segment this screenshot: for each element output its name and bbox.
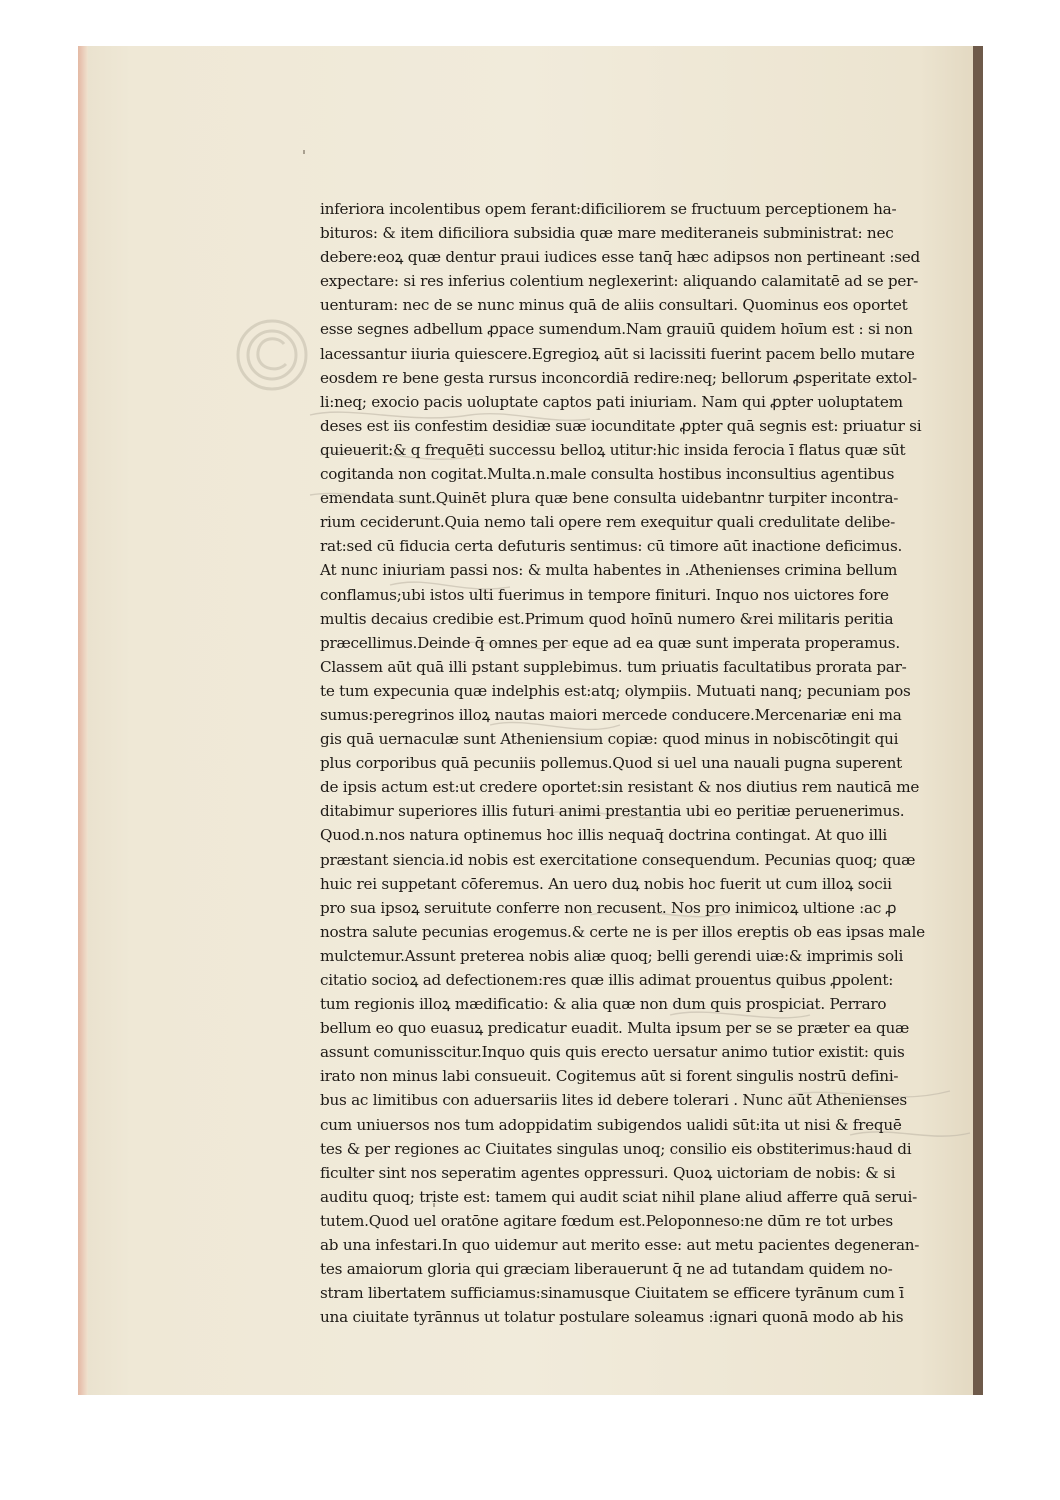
text-line: tes amaiorum gloria qui græciam liberauerunt q̄ ne ad tutandam quidem no- bbox=[320, 1260, 893, 1279]
text-line: rat:sed cū fiducia certa defuturis sentimus: cū timore aūt inactione deficimus. bbox=[320, 537, 903, 556]
text-line: stram libertatem sufficiamus:sinamusque Ciuitatem se efficere tyrānum cum ī bbox=[320, 1284, 904, 1303]
text-line: mulctemur.Assunt preterea nobis aliæ quoq; belli gerendi uiæ:& imprimis soli bbox=[320, 946, 904, 965]
text-line: pro sua ipsoꝝ seruitute conferre non recusent. Nos pro inimicoꝝ ultione :ac ꝓ bbox=[320, 898, 897, 917]
text-line: li:neq; exocio pacis uoluptate captos pati iniuriam. Nam qui ꝓpter uoluptatem bbox=[320, 392, 903, 411]
text-line: multis decaius credibie est.Primum quod hoīnū numero &rei militaris peritia bbox=[320, 609, 894, 628]
text-line: conflamus;ubi istos ulti fuerimus in tempore finituri. Inquo nos uictores fore bbox=[320, 585, 889, 604]
text-line: quieuerit:& q frequēti successu belloꝝ utitur:hic insida ferocia ī flatus quæ sūt bbox=[320, 440, 906, 459]
library-stamp bbox=[226, 300, 318, 410]
text-line: bus ac limitibus con aduersariis lites id debere tolerari . Nunc aūt Athenienses bbox=[320, 1091, 907, 1110]
text-line: cogitanda non cogitat.Multa.n.male consulta hostibus inconsultius agentibus bbox=[320, 465, 895, 484]
text-line: sumus:peregrinos illoꝝ nautas maiori mercede conducere.Mercenariæ eni ma bbox=[320, 705, 902, 724]
text-line: ab una infestari.In quo uidemur aut merito esse: aut metu pacientes degeneran- bbox=[320, 1236, 920, 1255]
text-line: nostra salute pecunias erogemus.& certe ne is per illos ereptis ob eas ipsas male bbox=[320, 922, 925, 941]
paper-speck bbox=[303, 150, 305, 154]
text-line: una ciuitate tyrānnus ut tolatur postulare soleamus :ignari quonā modo ab his bbox=[320, 1308, 904, 1327]
text-line: citatio socioꝝ ad defectionem:res quæ illis adimat prouentus quibus ꝓpolent: bbox=[320, 971, 894, 989]
text-line: gis quā uernaculæ sunt Atheniensium copiæ: quod minus in nobiscōtingit qui bbox=[320, 730, 899, 749]
text-line: tes & per regiones ac Ciuitates singulas unoq; consilio eis obstiterimus:haud di bbox=[320, 1139, 912, 1158]
page-edge bbox=[78, 46, 88, 1395]
text-line: expectare: si res inferius colentium neglexerint: aliquando calamitatē ad se per- bbox=[320, 272, 918, 291]
text-line: te tum expecunia quæ indelphis est:atq; olympiis. Mutuati nanq; pecuniam pos bbox=[320, 681, 911, 700]
text-line: Quod.n.nos natura optinemus hoc illis nequaq̄ doctrina contingat. At quo illi bbox=[320, 826, 888, 845]
text-line: plus corporibus quā pecuniis pollemus.Quod si uel una nauali pugna superent bbox=[320, 754, 902, 773]
text-line: lacessantur iiuria quiescere.Egregioꝝ aūt si lacissiti fuerint pacem bello mutare bbox=[320, 344, 915, 363]
text-line: deses est iis confestim desidiæ suæ iocunditate ꝓpter quā segnis est: priuatur si bbox=[320, 416, 922, 435]
text-line: assunt comunisscitur.Inquo quis quis erecto uersatur animo tutior existit: quis bbox=[320, 1043, 905, 1062]
text-line: bellum eo quo euasuꝝ predicatur euadit. Multa ipsum per se se præter ea quæ bbox=[320, 1019, 910, 1038]
text-line: tutem.Quod uel oratōne agitare fœdum est.Peloponneso:ne dūm re tot urbes bbox=[320, 1211, 893, 1230]
text-line: debere:eoꝝ quæ dentur praui iudices esse tanq̄ hæc adipsos non pertineant :sed bbox=[320, 248, 920, 267]
text-line: cum uniuersos nos tum adoppidatim subigendos ualidi sūt:ita ut nisi & frequē bbox=[320, 1115, 902, 1134]
text-line: auditu quoq; triste est: tamem qui audit sciat nihil plane aliud afferre quā serui- bbox=[320, 1187, 918, 1206]
text-line: ficulter sint nos seperatim agentes oppressuri. Quoꝝ uictoriam de nobis: & si bbox=[320, 1163, 896, 1182]
text-line: Classem aūt quā illi pstant supplebimus. tum priuatis facultatibus prorata par- bbox=[320, 657, 907, 676]
text-line: irato non minus labi consueuit. Cogitemus aūt si forent singulis nostrū defini- bbox=[320, 1067, 899, 1086]
text-line: huic rei suppetant cōferemus. An uero duꝝ nobis hoc fuerit ut cum illoꝝ socii bbox=[320, 874, 892, 893]
text-line: præcellimus.Deinde q̄ omnes per eque ad ea quæ sunt imperata properamus. bbox=[320, 633, 900, 652]
text-line: de ipsis actum est:ut credere oportet:sin resistant & nos diutius rem nauticā me bbox=[320, 778, 920, 797]
text-line: præstant siencia.id nobis est exercitatione consequendum. Pecunias quoq; quæ bbox=[320, 850, 916, 869]
text-line: inferiora incolentibus opem ferant:dificiliorem se fructuum perceptionem ha- bbox=[320, 200, 897, 218]
text-line: bituros: & item dificiliora subsidia quæ mare mediteraneis subministrat: nec bbox=[320, 224, 894, 243]
text-line: uenturam: nec de se nunc minus quā de aliis consultari. Quominus eos oportet bbox=[320, 296, 908, 315]
text-line: ditabimur superiores illis futuri animi prestantia ubi eo peritiæ peruenerimus. bbox=[320, 802, 905, 821]
text-line: esse segnes adbellum ꝓpace sumendum.Nam grauiū quidem hoīum est : si non bbox=[320, 320, 913, 339]
page-body-text bbox=[320, 197, 960, 1329]
text-line: At nunc iniuriam passi nos: & multa habentes in .Athenienses crimina bellum bbox=[320, 561, 898, 580]
text-line: tum regionis illoꝝ mædificatio: & alia quæ non dum quis prospiciat. Perraro bbox=[320, 995, 887, 1014]
text-line: rium ceciderunt.Quia nemo tali opere rem exequitur quali credulitate delibe- bbox=[320, 513, 895, 532]
text-line: eosdem re bene gesta rursus inconcordiā redire:neq; bellorum ꝓsperitate extol- bbox=[320, 368, 917, 387]
text-line: emendata sunt.Quinēt plura quæ bene consulta uidebantnr turpiter incontra- bbox=[320, 489, 899, 508]
